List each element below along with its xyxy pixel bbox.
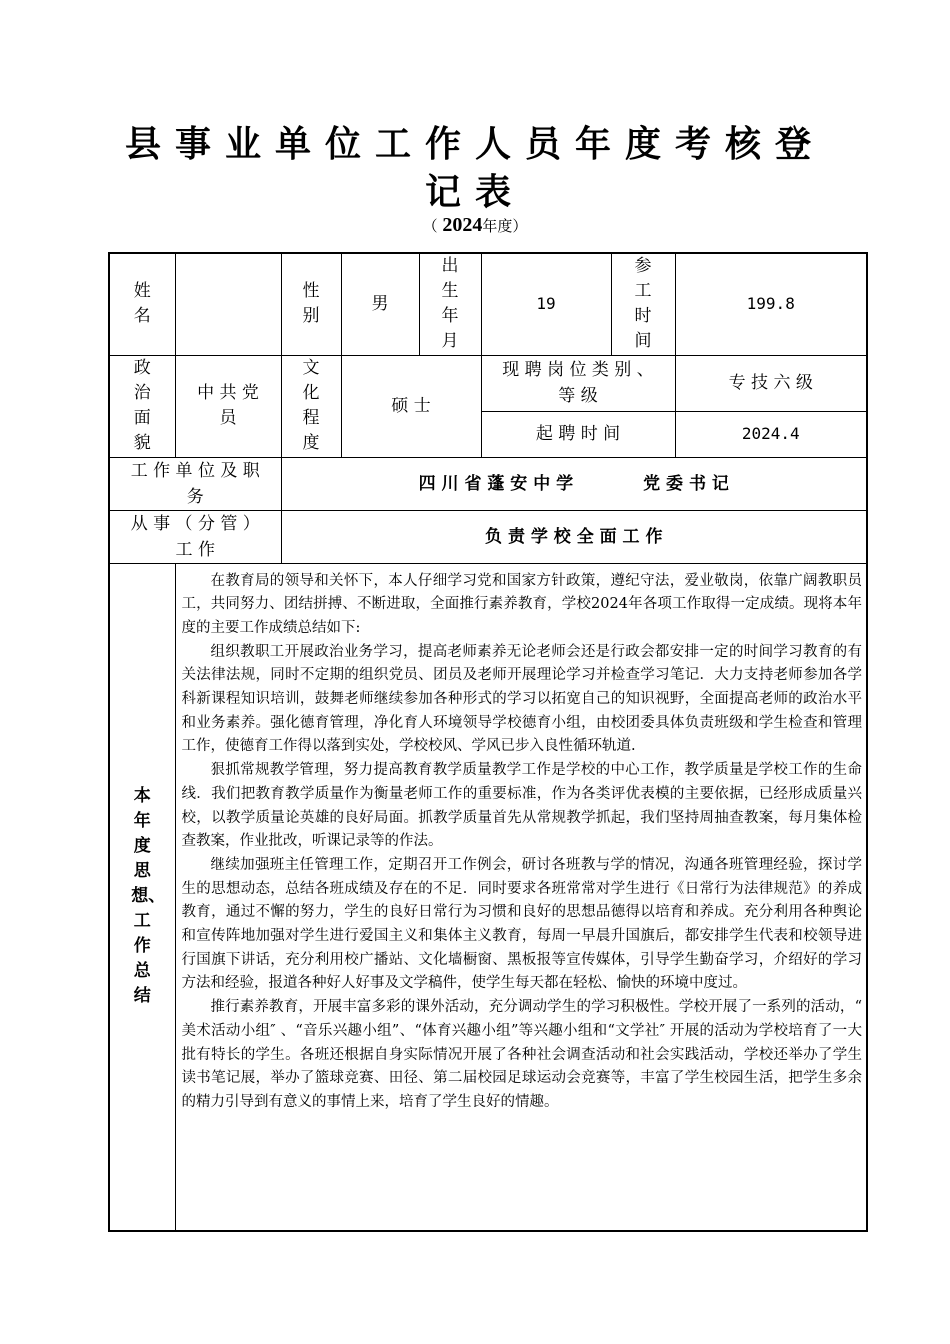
summary-paragraph: 推行素养教育，开展丰富多彩的课外活动，充分调动学生的学习积极性。学校开展了一系列的活动，“ 美术活动小组″ 、“音乐兴趣小组”、“体育兴趣小组”等兴趣小组和“文学社″ 开展的活动为学校培育了一大批有特长的学生。各班还根据自身实际情况开展了各种社会调查活动和社会实践活动，学校还举办了学生读书笔记展，举办了篮球竞赛、田径、第二届校园足球运动会竞赛等，丰富了学生校园生活，把学生多余的精力引导到有意义的事情上来，培育了学生良好的情趣。 — [181, 999, 862, 1110]
politics-value-cell — [175, 355, 281, 457]
summary-paragraph: 在教育局的领导和关怀下，本人仔细学习党和国家方针政策，遵纪守法，爱业敬岗，依靠广阔教职员工，共同努力、团结拼搏、不断进取，全面推行素养教育，学校2024年各项工作取得一定成绩。现将本年度的主要工作成绩总结如下: — [181, 572, 862, 636]
row-unit-position — [109, 457, 867, 510]
education-value-cell — [341, 355, 481, 457]
work-start-label-cell — [611, 253, 675, 355]
gender-label: 性别 — [302, 281, 320, 327]
year-suffix: 年度） — [482, 217, 528, 235]
gender-label-cell — [281, 253, 341, 355]
birth-label: 出生年月 — [441, 256, 459, 352]
politics-value: 中 共 党 员 — [197, 383, 259, 428]
education-value: 硕 士 — [391, 396, 431, 416]
gender-value: 男 — [371, 294, 389, 315]
summary-paragraph: 继续加强班主任管理工作，定期召开工作例会，研讨各班教与学的情况，沟通各班管理经验，探讨学生的思想动态，总结各班成绩及存在的不足．同时要求各班常常对学生进行《日常行为法律规范》的养成教育，通过不懈的努力，学生的良好日常行为习惯和良好的思想品德得以培育和养成。充分利用各种舆论和宣传阵地加强对学生进行爱国主义和集体主义教育，每周一早晨升国旗后，都安排学生代表和校领导进行国旗下讲话，充分利用校广播站、文化墙橱窗、黑板报等宣传媒体，引导学生勤奋学习，介绍好的学习方法和经验，报道各种好人好事及文学稿件，使学生每天都在轻松、愉快的环境中度过。 — [181, 856, 862, 992]
work-start-value-cell — [675, 253, 867, 355]
work-start-label: 参工时间 — [634, 256, 652, 352]
duty-label-cell — [109, 510, 281, 563]
birth-label-cell — [419, 253, 481, 355]
unit-label-cell — [109, 457, 281, 510]
name-value-cell — [175, 253, 281, 355]
duty-value: 负 责 学 校 全 面 工 作 — [485, 526, 663, 547]
post-label-cell — [481, 355, 675, 411]
hire-time-value-cell — [675, 411, 867, 457]
work-start-value: 199.8 — [746, 294, 795, 314]
post-value: 专 技 六 级 — [728, 373, 813, 393]
summary-paragraph: 狠抓常规教学管理，努力提高教育教学质量教学工作是学校的中心工作，教学质量是学校工作的生命线．我们把教育教学质量作为衡量老师工作的重要标准，作为各类评优表模的主要依据，已经形成质量兴校，以教学质量论英雄的良好局面。抓教学质量首先从常规教学抓起，我们坚持周抽查教案，每月集体检查教案，作业批改，听课记录等的作法。 — [181, 762, 862, 850]
year-open: （ — [422, 217, 438, 235]
document-title-line2: 记表 — [424, 172, 525, 213]
birth-value-cell — [481, 253, 611, 355]
year-number: 2024 — [442, 214, 483, 236]
row-summary — [109, 563, 867, 1231]
hire-time-value: 2024.4 — [741, 424, 800, 443]
birth-value: 19 — [536, 294, 556, 314]
education-label: 文化程度 — [302, 358, 320, 453]
unit-label: 工 作 单 位 及 职 务 — [130, 460, 260, 507]
document-title-line1: 县事业单位工作人员年度考核登 — [124, 124, 825, 165]
post-label: 现 聘 岗 位 类 别 、 等 级 — [502, 360, 654, 406]
assessment-form-table — [108, 252, 868, 1232]
hire-time-label-cell — [481, 411, 675, 457]
politics-label: 政治面貌 — [133, 358, 151, 453]
unit-value: 四 川 省 蓬 安 中 学 — [418, 473, 574, 494]
duty-value-cell — [281, 510, 867, 563]
position-value: 党 委 书 记 — [643, 473, 729, 494]
duty-label: 从 事 （ 分 管 ）工 作 — [130, 513, 260, 560]
summary-label-cell — [109, 563, 175, 1231]
row-duty — [109, 510, 867, 563]
post-value-cell — [675, 355, 867, 411]
education-label-cell — [281, 355, 341, 457]
hire-time-label: 起 聘 时 间 — [535, 424, 621, 444]
name-label-cell — [109, 253, 175, 355]
gender-value-cell — [341, 253, 419, 355]
row-politics-post — [109, 355, 867, 411]
year-caption — [0, 214, 950, 237]
summary-content-cell — [175, 563, 867, 1231]
row-basic-info — [109, 253, 867, 355]
summary-label: 本年度思想、工作总结 — [131, 786, 166, 1007]
politics-label-cell — [109, 355, 175, 457]
name-label: 姓名 — [133, 281, 151, 327]
summary-paragraph: 组织教职工开展政治业务学习，提高老师素养无论老师会还是行政会都安排一定的时间学习教育的有关法律法规，同时不定期的组织党员、团员及老师开展理论学习并检查学习笔记．大力支持老师参加各学科新课程知识培训，鼓舞老师继续参加各种形式的学习以拓宽自己的知识视野，全面提高老师的政治水平和业务素养。强化德育管理，净化育人环境领导学校德育小组，由校团委具体负责班级和学生检查和管理工作，使德育工作得以落到实处，学校校风、学风已步入良性循环轨道. — [181, 643, 862, 755]
unit-value-cell — [281, 457, 867, 510]
